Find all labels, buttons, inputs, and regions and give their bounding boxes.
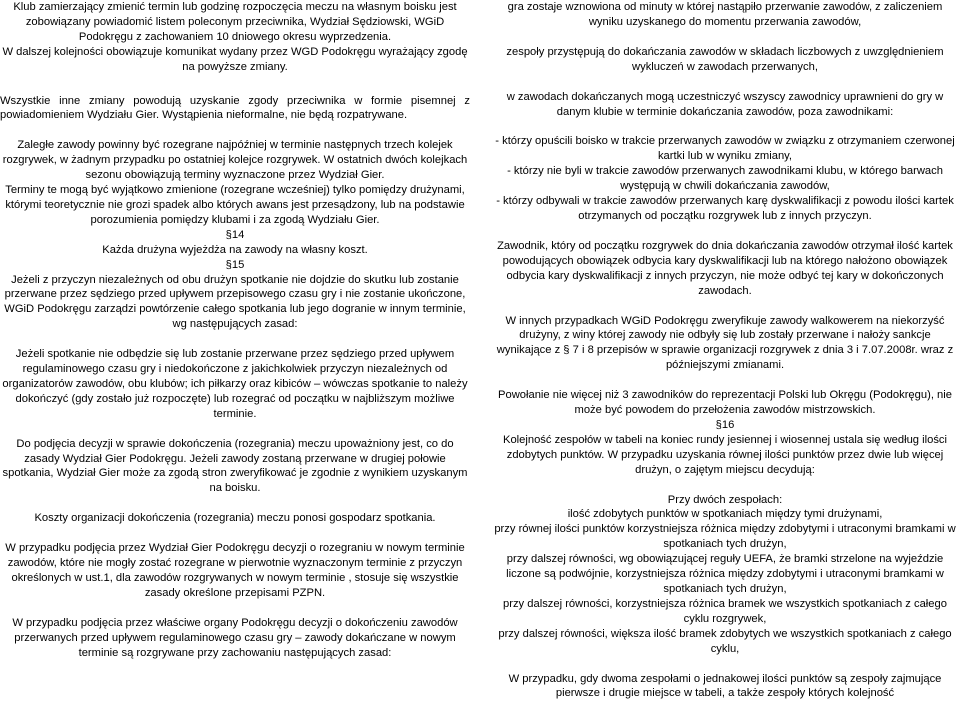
tiebreak-rule-5: przy dalszej równości, większa ilość bramek zdobytych we wszystkich spotkaniach z całego cyklu, <box>498 627 952 655</box>
tiebreak-rule-4: przy dalszej równości, korzystniejsza różnica bramek we wszystkich spotkaniach z całego cyklu rozgrywek, <box>503 597 947 625</box>
paragraph-decision-authority: Do podjęcia decyzji w sprawie dokończenia (rozegrania) meczu upoważniony jest, co do zasady Wydział Gier Podokręgu. Jeżeli zawody zostaną przerwane w drugiej połowie spotkania, Wydział Gier może za zgodą stron zweryfikować je zgodnie z wynikiem uzyskanym na boisku. <box>2 437 468 495</box>
paragraph-national-callups: Powołanie nie więcej niż 3 zawodników do reprezentacji Polski lub Okręgu (Podokręgu), nie może być powodem do przełożenia zawodów mistrzowskich. <box>498 389 952 417</box>
section-14-heading: §14 <box>225 228 245 241</box>
paragraph-term-exceptions: Terminy te mogą być wyjątkowo zmienione (rozegrane wcześniej) tylko pomiędzy drużynami, którymi teoretycznie nie grozi spadek albo których awans jest przesądzony, lub na podstawie porozumienia pomiędzy klubami i za zgodą Wydziału Gier. <box>5 184 465 226</box>
rule-eligible-players: w zawodach dokańczanych mogą uczestniczyć wszyscy zawodnicy uprawnieni do gry w danym klubie w terminie dokańczania zawodów, poza zawodnikami: <box>506 90 944 118</box>
right-column <box>494 0 956 701</box>
paragraph-interrupted-match: Jeżeli spotkanie nie odbędzie się lub zostanie przerwane przez sędziego przed upływem regulaminowego czasu gry i niedokończone z jakichkolwiek przyczyn niezależnych od organizatorów zawodów, obu klubów; ich piłkarzy oraz kibiców – wówczas spotkanie to należy dokończyć (gdy zostało już rozpoczęte) lub rozegrać od początku w najbliższym możliwe terminie. <box>2 348 468 420</box>
exclusion-red-card: - którzy opuścili boisko w trakcie przerwanych zawodów w związku z otrzymaniem czerwonej kartki lub w wyniku zmiany, <box>495 135 955 163</box>
tiebreak-rule-3: przy dalszej równości, wg obowiązującej reguły UEFA, że bramki strzelone na wyjeździe liczone są podwójnie, korzystniejsza różnica między zdobytymi i utraconymi bramkami w spotkaniach tych drużyn, <box>506 553 944 595</box>
left-column <box>0 0 470 661</box>
rule-resume-minute: gra zostaje wznowiona od minuty w której nastąpiło przerwanie zawodów, z zaliczeniem wyniku uzyskanego do momentu przerwania zawodów, <box>507 1 943 28</box>
section-16-heading: §16 <box>715 418 735 431</box>
paragraph-wgd-communique: W dalszej kolejności obowiązuje komunikat wydany przez WGD Podokręgu wyrażający zgodę na powyższe zmiany. <box>2 45 468 73</box>
paragraph-completion-rules: W przypadku podjęcia przez właściwe organy Podokręgu decyzji o dokończeniu zawodów przerwanych przed upływem regulaminowego czasu gry – zawody dokańczane w nowym terminie są rozgrywane przy zachowaniu następujących zasad: <box>12 616 458 659</box>
paragraph-postponed-games: Zaległe zawody powinny być rozegrane najpóźniej w terminie następnych trzech kolejek rozgrywek, w żadnym przypadku po ostatniej kolejce rozgrywek. W ostatnich dwóch kolejkach sezonu obowiązują terminy wyznaczone przez Wydział Gier. <box>2 139 468 182</box>
rule-team-composition: zespoły przystępują do dokańczania zawodów w składach liczbowych z uwzględnieniem wykluczeń w zawodach przerwanych, <box>506 45 944 73</box>
section-14-text: Każda drużyna wyjeżdża na zawody na własny koszt. <box>102 243 368 256</box>
paragraph-suspension-carryover: Zawodnik, który od początku rozgrywek do dnia dokańczania zawodów otrzymał ilość kartek powodujących obowiązek odbycia kary dyskwalifikacji lub na którego nałożono obowiązek odbycia kary dyskwalifikacji z innych przyczyn, nie może odbyć tej kary w dokończonych zawodach. <box>497 239 953 297</box>
paragraph-costs: Koszty organizacji dokończenia (rozegrania) meczu ponosi gospodarz spotkania. <box>34 512 436 525</box>
tiebreak-rule-2: przy równej ilości punktów korzystniejsza różnica między zdobytymi i utraconymi bramkami w spotkaniach tych drużyn, <box>494 523 956 551</box>
exclusion-suspension: - którzy odbywali w trakcie zawodów przerwanych karę dyskwalifikacji z powodu ilości kartek otrzymanych od początku rozgrywek lub z innych przyczyn. <box>496 195 954 222</box>
paragraph-top-teams: W przypadku, gdy dwoma zespołami o jednakowej ilości punktów są zespoły zajmujące pierwsze i drugie miejsce w tabeli, a także zespoły których kolejność <box>508 672 942 700</box>
paragraph-new-term-rules: W przypadku podjęcia przez Wydział Gier Podokręgu decyzji o rozegraniu w nowym terminie zawodów, które nie mogły zostać rozegrane w pierwotnie wyznaczonym terminie z przyczyn określonych w ust.1, dla zawodów rozgrywanych w nowym terminie , stosuje się wszystkie zasady określone przepisami PZPN. <box>5 542 465 599</box>
exclusion-not-club-player: - którzy nie byli w trakcie zawodów przerwanych zawodnikami klubu, w którego barwach występują w chwili dokańczania zawodów, <box>507 165 943 193</box>
paragraph-replay-rules: Jeżeli z przyczyn niezależnych od obu drużyn spotkanie nie dojdzie do skutku lub zostanie przerwane przez sędziego przed upływem przepisowego czasu gry i nie zostanie ukończone, WGiD Podokręgu zarządzi powtórzenie całego spotkania lub jego dogranie w innym terminie, wg następujących zasad: <box>4 273 466 331</box>
paragraph-table-order: Kolejność zespołów w tabeli na koniec rundy jesiennej i wiosennej ustala się według ilości zdobytych punktów. W przypadku uzyskania równej ilości punktów przez dwie lub więcej drużyn, o zajętym miejscu decydują: <box>502 433 948 476</box>
two-teams-heading: Przy dwóch zespołach: <box>667 493 783 506</box>
paragraph-date-change-notice: Klub zamierzający zmienić termin lub godzinę rozpoczęcia meczu na własnym boisku jest zobowiązany powiadomić listem poleconym przeciwnika, Wydział Sędziowski, WGiD Podokręgu z zachowaniem 10 dniowego okresu wyprzedzenia. <box>13 1 457 43</box>
paragraph-other-changes: Wszystkie inne zmiany powodują uzyskanie zgody przeciwnika w formie pisemnej z powiadomieniem Wydziału Gier. Wystąpienia nieformalne, nie będą rozpatrywane. <box>0 94 470 122</box>
section-15-heading: §15 <box>225 258 245 271</box>
tiebreak-rule-1: ilość zdobytych punktów w spotkaniach między tymi drużynami, <box>567 508 883 521</box>
paragraph-walkover: W innych przypadkach WGiD Podokręgu zweryfikuje zawody walkowerem na niekorzyść drużyny, z winy której zawody nie odbyły się lub zostały przerwane i nałoży sankcje wynikające z § 7 i 8 przepisów w sprawie organizacji rozgrywek z dnia 3 i 7.07.2008r. wraz z późniejszymi zmianami. <box>496 314 954 372</box>
